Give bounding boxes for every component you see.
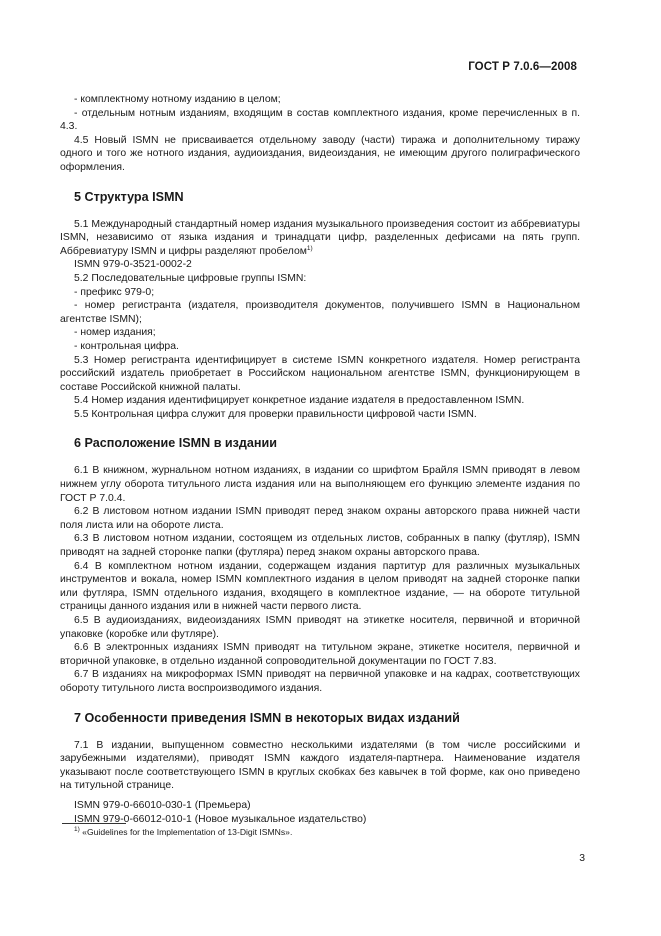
paragraph-5-5: 5.5 Контрольная цифра служит для проверки правильности цифровой части ISMN. bbox=[74, 408, 477, 420]
list-item: - комплектному нотному изданию в целом; bbox=[74, 94, 281, 105]
ismn-example: ISMN 979-0-66010-030-1 (Премьера) bbox=[74, 799, 251, 811]
paragraph-6-3: 6.3 В листовом нотном издании, состоящем из отдельных листов, собранных в папку (футляр), ISMN приводят на задней сторонке папки (футляра) перед знаком охраны авторского права. bbox=[60, 533, 580, 559]
list-item: - номер регистранта (издателя, производителя документов, получившего ISMN в Национальном агентстве ISMN); bbox=[60, 300, 580, 325]
footnote-text: «Guidelines for the Implementation of 13-Digit ISMNs». bbox=[82, 827, 293, 837]
list-item: - отдельным нотным изданиям, входящим в состав комплектного издания, кроме перечисленных в п. 4.3. bbox=[60, 107, 580, 133]
paragraph-5-1-text: 5.1 Международный стандартный номер издания музыкального произведения состоит из аббревиатуры ISMN, независимо от языка издания и тринадцати цифр, разделенных дефисами на пять групп. Аббревиатуру ISMN и цифры разделяют пробелом bbox=[60, 218, 580, 257]
ismn-example: ISMN 979-0-66012-010-1 (Новое музыкальное издательство) bbox=[74, 813, 367, 825]
list-item: - префикс 979-0; bbox=[74, 286, 155, 298]
document-body bbox=[60, 93, 580, 826]
paragraph-5-1 bbox=[60, 218, 580, 259]
paragraph-5-4: 5.4 Номер издания идентифицирует конкретное издание издателя в предоставленном ISMN. bbox=[74, 395, 525, 407]
paragraph-6-2: 6.2 В листовом нотном издании ISMN приводят перед знаком охраны авторского права нижней части поля листа или на обороте листа. bbox=[60, 506, 580, 531]
paragraph-6-4: 6.4 В комплектном нотном издании, содержащем издания партитур для различных музыкальных инструментов и вокала, номер ISMN комплектного издания в целом приводят на задней сторонке папки или футляра, ISMN отдельного издания, входящего в комплектное издание, — на обороте титульной страницы данного издания или в нижней части первого листа. bbox=[60, 560, 580, 613]
paragraph-6-6: 6.6 В электронных изданиях ISMN приводят на титульном экране, этикетке носителя, первичной и вторичной упаковке, в отдельно изданной сопроводительной документации по ГОСТ 7.83. bbox=[60, 642, 580, 667]
section-7-title: 7 Особенности приведения ISMN в некоторых видах изданий bbox=[74, 710, 460, 725]
ismn-example: ISMN 979-0-3521-0002-2 bbox=[74, 259, 192, 271]
paragraph-6-7: 6.7 В изданиях на микроформах ISMN приводят на первичной упаковке и на кадрах, соответствующих обороту титульного листа воспроизводимого издания. bbox=[60, 669, 580, 694]
section-6-title: 6 Расположение ISMN в издании bbox=[74, 436, 278, 451]
list-item: - контрольная цифра. bbox=[74, 340, 179, 352]
section-5-title: 5 Структура ISMN bbox=[74, 189, 184, 204]
page-number: 3 bbox=[579, 853, 585, 864]
footnote-marker: 1) bbox=[74, 826, 80, 833]
footnote-divider bbox=[62, 823, 126, 824]
paragraph-5-3: 5.3 Номер регистранта идентифицирует в системе ISMN конкретного издателя. Номер регистранта российский издатель приобретает в Российском национальном агентстве ISMN, функционирующем в составе Российской книжной палаты. bbox=[60, 354, 580, 393]
document-header: ГОСТ Р 7.0.6—2008 bbox=[468, 61, 577, 73]
paragraph-6-5: 6.5 В аудиоизданиях, видеоизданиях ISMN приводят на этикетке носителя, первичной и вторичной упаковке (коробке или футляре). bbox=[60, 615, 580, 640]
list-item: - номер издания; bbox=[74, 327, 156, 339]
paragraph-7-1: 7.1 В издании, выпущенном совместно несколькими издателями (в том числе российскими и зарубежными издателями), приводят ISMN каждого издателя-партнера. Наименование издателя указывают после соответствующего ISMN в круглых скобках без кавычек в той форме, как оно приведено на титульной странице. bbox=[60, 739, 580, 792]
paragraph-5-2: 5.2 Последовательные цифровые группы ISMN: bbox=[74, 272, 307, 284]
paragraph-6-1: 6.1 В книжном, журнальном нотном изданиях, в издании со шрифтом Брайля ISMN приводят в левом нижнем углу оборота титульного листа издания или на выполняющем его функцию элементе издания по ГОСТ Р 7.0.4. bbox=[60, 465, 580, 504]
footnote-ref: 1) bbox=[306, 244, 313, 252]
paragraph-4-5: 4.5 Новый ISMN не присваивается отдельному заводу (части) тиража и дополнительному тиражу одного и того же нотного издания, аудиоиздания, видеоиздания, не имеющим другого полиграфического оформления. bbox=[60, 134, 580, 173]
footnote bbox=[74, 827, 292, 838]
